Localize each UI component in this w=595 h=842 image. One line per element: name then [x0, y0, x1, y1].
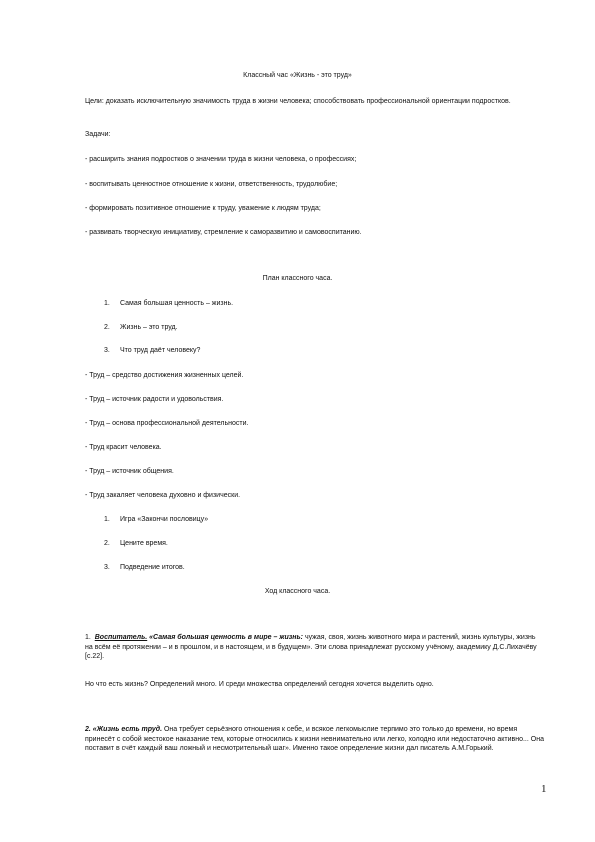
plan-dash-item: - Труд красит человека.: [85, 444, 162, 451]
plan-item-number: 2.: [104, 324, 110, 331]
page-number: 1: [541, 783, 547, 795]
plan-heading: План классного часа.: [262, 275, 333, 282]
quote-lead: «Самая большая ценность в мире – жизнь:: [149, 634, 304, 641]
tasks-heading: Задачи:: [85, 131, 111, 138]
task-item: - воспитывать ценностное отношение к жизни, ответственность, трудолюбие;: [85, 181, 338, 188]
plan-item: [104, 323, 178, 332]
paragraph-1: [85, 633, 545, 662]
plan-dash-item: - Труд закаляет человека духовно и физически.: [85, 492, 241, 499]
plan-item: [104, 346, 200, 355]
plan-item: [104, 299, 233, 308]
plan-item-number: 3.: [104, 564, 110, 571]
plan-item-number: 3.: [104, 347, 110, 354]
task-item: - развивать творческую инициативу, стремление к саморазвитию и самовоспитанию.: [85, 229, 362, 236]
task-item: - расширить знания подростков о значении труда в жизни человека, о профессиях;: [85, 156, 357, 163]
paragraph-body: Она требует серьёзного отношения к себе, и всякое легкомыслие терпимо это только до времени, но время принесёт с собой жестокое наказание тем, которые относились к жизни невнимательно или легко, холодно или недостаточно активно... Она поставит в счёт каждый ваш ложный и несмотрительный шаг». Именно такое определение жизни дал писатель А.М.Горький.: [85, 726, 544, 752]
goals-paragraph: Цели: доказать исключительную значимость труда в жизни человека; способствовать профессиональной ориентации подростков.: [85, 98, 511, 105]
paragraph-2: Но что есть жизнь? Определений много. И среди множества определений сегодня хочется выделить одно.: [85, 681, 434, 688]
plan-item-number: 2.: [104, 540, 110, 547]
plan-item-text: Жизнь – это труд.: [120, 324, 178, 331]
plan-item-text: Цените время.: [120, 540, 168, 547]
course-heading: Ход классного часа.: [264, 588, 331, 595]
task-item: - формировать позитивное отношение к труду, уважение к людям труда;: [85, 205, 321, 212]
plan-dash-item: - Труд – средство достижения жизненных целей.: [85, 372, 244, 379]
plan-item-number: 1.: [104, 516, 110, 523]
plan-item-text: Что труд даёт человеку?: [120, 347, 201, 354]
paragraph-body: чужая, своя, жизнь животного мира и растений, жизнь культуры, жизнь на всём её протяжении – и в прошлом, и в настоящем, и в будущем». Эти слова принадлежат русскому учёному, академику Д.С.Лихачёву [с.22].: [85, 634, 537, 660]
plan-dash-item: - Труд – источник общения.: [85, 468, 174, 475]
paragraph-number: 1.: [85, 634, 91, 641]
plan-item-number: 1.: [104, 300, 110, 307]
plan-item-text: Самая большая ценность – жизнь.: [120, 300, 234, 307]
paragraph-lead: 2. «Жизнь есть труд.: [85, 726, 163, 733]
document-title: Классный час «Жизнь - это труд»: [243, 72, 352, 79]
plan-item-text: Подведение итогов.: [120, 564, 185, 571]
paragraph-3: [85, 725, 545, 754]
plan-item: [104, 539, 168, 548]
plan-dash-item: - Труд – источник радости и удовольствия.: [85, 396, 224, 403]
plan-item: [104, 563, 185, 572]
plan-dash-item: - Труд – основа профессиональной деятельности.: [85, 420, 249, 427]
plan-item-text: Игра «Закончи пословицу»: [120, 516, 209, 523]
plan-item: [104, 515, 208, 524]
speaker-label: Воспитатель.: [94, 634, 148, 641]
